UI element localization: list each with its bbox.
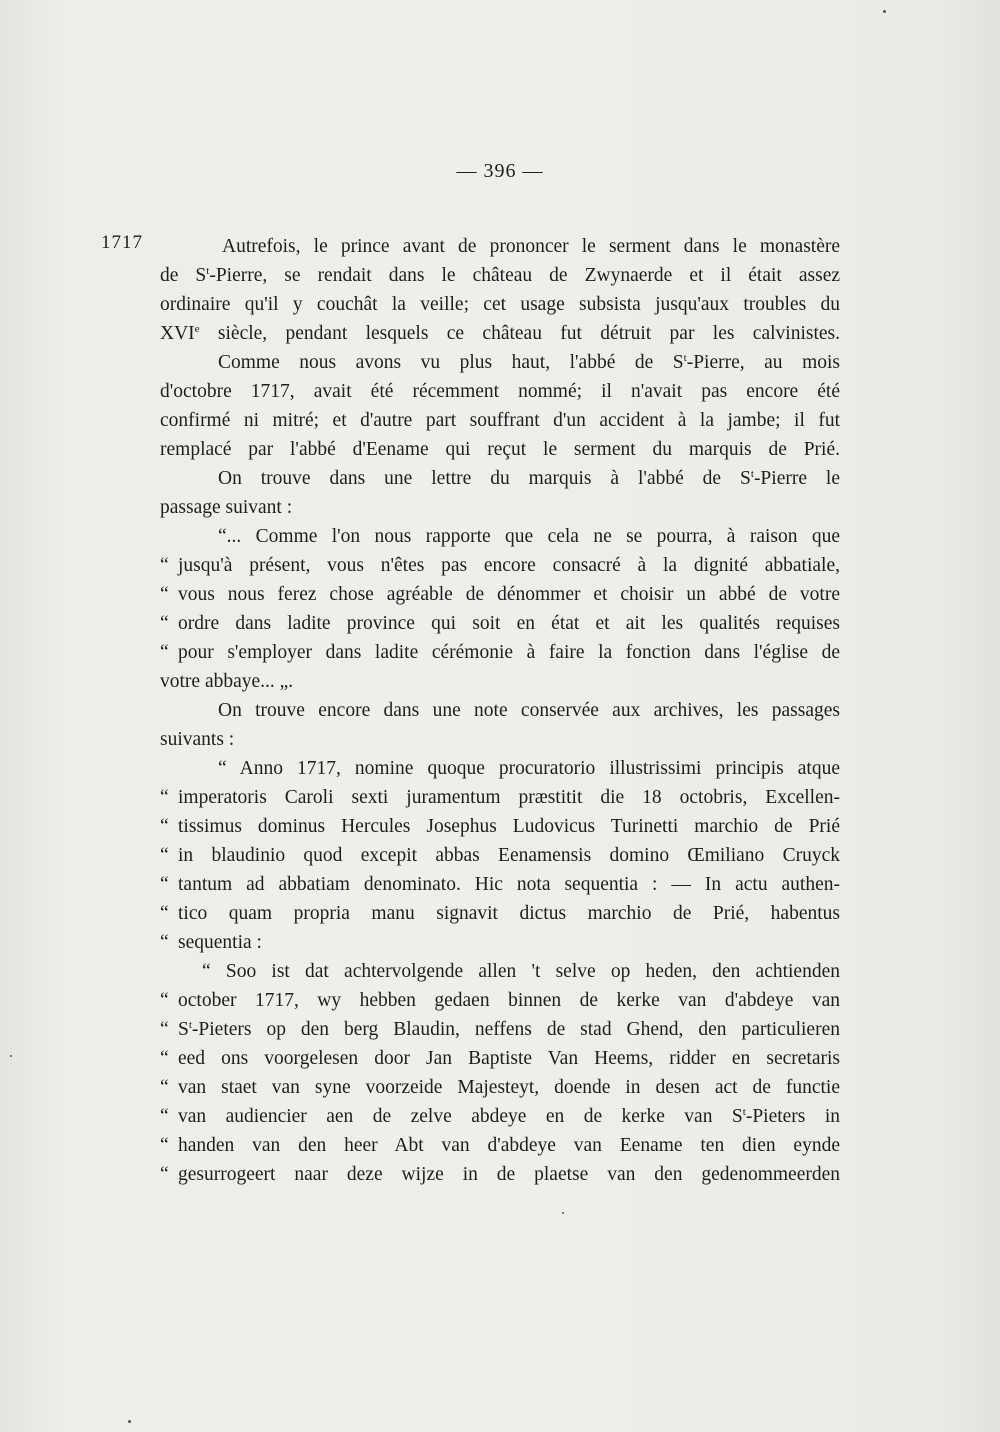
text-line: “ tantum ad abbatiam denominato. Hic nota sequentia : — In actu authen- [160, 874, 840, 895]
text-line: “ van audiencier aen de zelve abdeye en de kerke van $S^t$-Pieters in [160, 1106, 840, 1127]
text-line: XVIe siècle, pendant lesquels ce château fut détruit par les calvinistes. [160, 323, 840, 344]
text-line: “ jusqu'à présent, vous n'êtes pas encore consacré à la dignité abbatiale, [160, 555, 840, 576]
margin-year-note: 1717 [101, 232, 143, 253]
text-line: “ $S^t$-Pieters op den berg Blaudin, neffens de stad Ghend, den particulieren [160, 1019, 840, 1040]
text-line: “ imperatoris Caroli sexti juramentum præstitit die 18 octobris, Excellen- [160, 787, 840, 808]
scan-speck [10, 1055, 12, 1057]
scan-speck [128, 1420, 131, 1423]
text-line: Comme nous avons vu plus haut, l'abbé de $S^t$-Pierre, au mois [218, 352, 840, 373]
text-line: “ tico quam propria manu signavit dictus marchio de Prié, habentus [160, 903, 840, 924]
text-line: “ Soo ist dat achtervolgende allen 't selve op heden, den achtienden [202, 961, 840, 982]
text-line: “ handen van den heer Abt van d'abdeye van Eename ten dien eynde [160, 1135, 840, 1156]
text-line: “ october 1717, wy hebben gedaen binnen de kerke van d'abdeye van [160, 990, 840, 1011]
text-line: “ van staet van syne voorzeide Majesteyt, doende in desen act de functie [160, 1077, 840, 1098]
text-line: On trouve encore dans une note conservée aux archives, les passages [218, 700, 840, 721]
text-line: “ in blaudinio quod excepit abbas Eenamensis domino Œmiliano Cruyck [160, 845, 840, 866]
text-line: “ ordre dans ladite province qui soit en état et ait les qualités requises [160, 613, 840, 634]
text-line: Autrefois, le prince avant de prononcer le serment dans le monastère [222, 236, 840, 257]
text-line: On trouve dans une lettre du marquis à l'abbé de $S^t$-Pierre le [218, 468, 840, 489]
text-line: suivants : [160, 729, 235, 750]
text-line: “ eed ons voorgelesen door Jan Baptiste Van Heems, ridder en secretaris [160, 1048, 840, 1069]
text-line: “ sequentia : [160, 932, 262, 953]
text-line: “ vous nous ferez chose agréable de dénommer et choisir un abbé de votre [160, 584, 840, 605]
text-line: “ Anno 1717, nomine quoque procuratorio illustrissimi principis atque [218, 758, 840, 779]
text-line: ordinaire qu'il y couchât la veille; cet usage subsista jusqu'aux troubles du [160, 294, 840, 315]
text-line: “ gesurrogeert naar deze wijze in de plaetse van den gedenommeerden [160, 1164, 840, 1185]
text-line: “ pour s'employer dans ladite cérémonie à faire la fonction dans l'église de [160, 642, 840, 663]
text-line: d'octobre 1717, avait été récemment nommé; il n'avait pas encore été [160, 381, 840, 402]
text-line: “ tissimus dominus Hercules Josephus Ludovicus Turinetti marchio de Prié [160, 816, 840, 837]
text-line: remplacé par l'abbé d'Eename qui reçut le serment du marquis de Prié. [160, 439, 840, 460]
text-line: confirmé ni mitré; et d'autre part souffrant d'un accident à la jambe; il fut [160, 410, 840, 431]
text-line: de $S^t$-Pierre, se rendait dans le château de Zwynaerde et il était assez [160, 265, 840, 286]
scan-speck [883, 10, 886, 13]
text-line: votre abbaye... „. [160, 671, 294, 692]
text-line: “... Comme l'on nous rapporte que cela ne se pourra, à raison que [218, 526, 840, 547]
text-line: passage suivant : [160, 497, 293, 518]
body-text [160, 232, 840, 1189]
page-number: — 396 — [456, 160, 544, 182]
scan-speck [562, 1212, 564, 1214]
